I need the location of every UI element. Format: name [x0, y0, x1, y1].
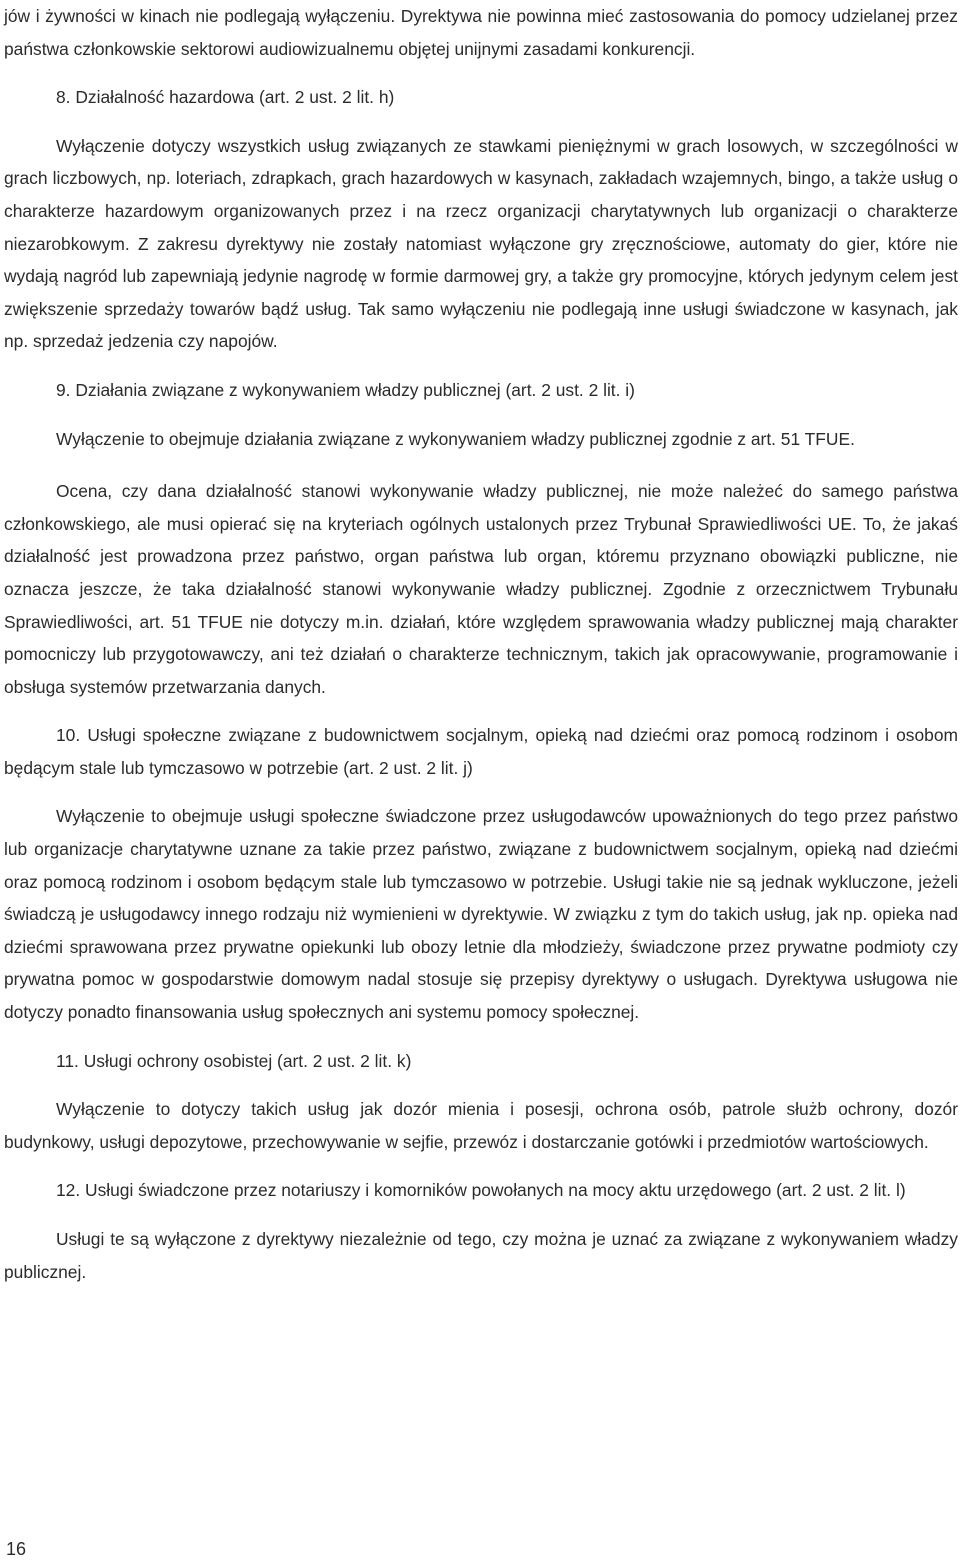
- document-page: [4, 0, 958, 1288]
- page-number: 16: [6, 1539, 27, 1559]
- section-heading-11: 11. Usługi ochrony osobistej (art. 2 ust. 2 lit. k): [56, 1050, 412, 1071]
- spacer: [4, 407, 958, 423]
- spacer: [4, 1077, 958, 1093]
- spacer: [4, 1029, 958, 1045]
- section-heading-10: 10. Usługi społeczne związane z budownictwem socjalnym, opieką nad dziećmi oraz pomocą rodzinom i osobom będącym stale lub tymczasowo w potrzebie (art. 2 ust. 2 lit. j): [4, 725, 958, 778]
- paragraph-assessment: Ocena, czy dana działalność stanowi wykonywanie władzy publicznej, nie może należeć do samego państwa członkowskiego, ale musi opierać się na kryteriach ogólnych ustalonych przez Trybunał Sprawiedliwości UE. To, że jakaś działalność jest prowadzona przez państwo, organ państwa lub organ, któremu przyznano obowiązki publiczne, nie oznacza jeszcze, że taka działalność stanowi wykonywanie władzy publicznej. Zgodnie z orzecznictwem Trybunału Sprawiedliwości, art. 51 TFUE nie dotyczy m.in. działań, które względem sprawowania władzy publicznej mają charakter pomocniczy lub przygotowawczy, ani też działań o charakterze technicznym, takich jak opracowywanie, programowanie i obsługa systemów przetwarzania danych.: [4, 481, 958, 697]
- section-heading-8: 8. Działalność hazardowa (art. 2 ust. 2 lit. h): [56, 87, 395, 108]
- spacer: [4, 114, 958, 130]
- spacer: [4, 784, 958, 800]
- paragraph-gambling: Wyłączenie dotyczy wszystkich usług związanych ze stawkami pieniężnymi w grach losowych, w szczególności w grach liczbowych, np. loteriach, zdrapkach, grach hazardowych w kasynach, zakładach wzajemnych, bingo, a także usług o charakterze hazardowym organizowanych przez i na rzecz organizacji charytatywnych lub organizacji o charakterze niezarobkowym. Z zakresu dyrektywy nie zostały natomiast wyłączone gry zręcznościowe, automaty do gier, które nie wydają nagród lub zapewniają jedynie nagrodę w formie darmowej gry, a także gry promocyjne, których jedynym celem jest zwiększenie sprzedaży towarów bądź usług. Tak samo wyłączeniu nie podlegają inne usługi świadczone w kasynach, jak np. sprzedaż jedzenia czy napojów.: [4, 135, 958, 352]
- spacer: [4, 455, 958, 475]
- spacer: [4, 65, 958, 81]
- spacer: [4, 1158, 958, 1174]
- paragraph-intro: jów i żywności w kinach nie podlegają wyłączeniu. Dyrektywa nie powinna mieć zastosowania do pomocy udzielanej przez państwa członkowskie sektorowi audiowizualnemu objętej unijnymi zasadami konkurencji.: [4, 6, 958, 59]
- paragraph-social-services: Wyłączenie to obejmuje usługi społeczne świadczone przez usługodawców upoważnionych do tego przez państwo lub organizacje charytatywne uznane za takie przez państwo, związane z budownictwem socjalnym, opieką nad dziećmi oraz pomocą rodzinom i osobom będącym stale lub tymczasowo w potrzebie. Usługi takie nie są jednak wykluczone, jeżeli świadczą je usługodawcy innego rodzaju niż wymienieni w dyrektywie. W związku z tym do takich usług, jak np. opieka nad dziećmi sprawowana przez prywatne opiekunki lub obozy letnie dla młodzieży, świadczone przez prywatne podmioty czy prywatna pomoc w gospodarstwie domowym nadal stosuje się przepisy dyrektywy o usługach. Dyrektywa usługowa nie dotyczy ponadto finansowania usług społecznych ani systemu pomocy społecznej.: [4, 806, 958, 1023]
- section-heading-9: 9. Działania związane z wykonywaniem władzy publicznej (art. 2 ust. 2 lit. i): [56, 379, 635, 400]
- paragraph-security: Wyłączenie to dotyczy takich usług jak dozór mienia i posesji, ochrona osób, patrole służb ochrony, dozór budynkowy, usługi depozytowe, przechowywanie w sejfie, przewóz i dostarczanie gotówki i przedmiotów wartościowych.: [4, 1099, 958, 1152]
- paragraph-public-authority: Wyłączenie to obejmuje działania związane z wykonywaniem władzy publicznej zgodnie z art. 51 TFUE.: [56, 428, 855, 449]
- paragraph-notaries: Usługi te są wyłączone z dyrektywy niezależnie od tego, czy można je uznać za związane z wykonywaniem władzy publicznej.: [4, 1229, 958, 1282]
- spacer: [4, 358, 958, 374]
- spacer: [4, 1207, 958, 1223]
- section-heading-12: 12. Usługi świadczone przez notariuszy i komorników powołanych na mocy aktu urzędowego (art. 2 ust. 2 lit. l): [56, 1180, 906, 1201]
- spacer: [4, 703, 958, 719]
